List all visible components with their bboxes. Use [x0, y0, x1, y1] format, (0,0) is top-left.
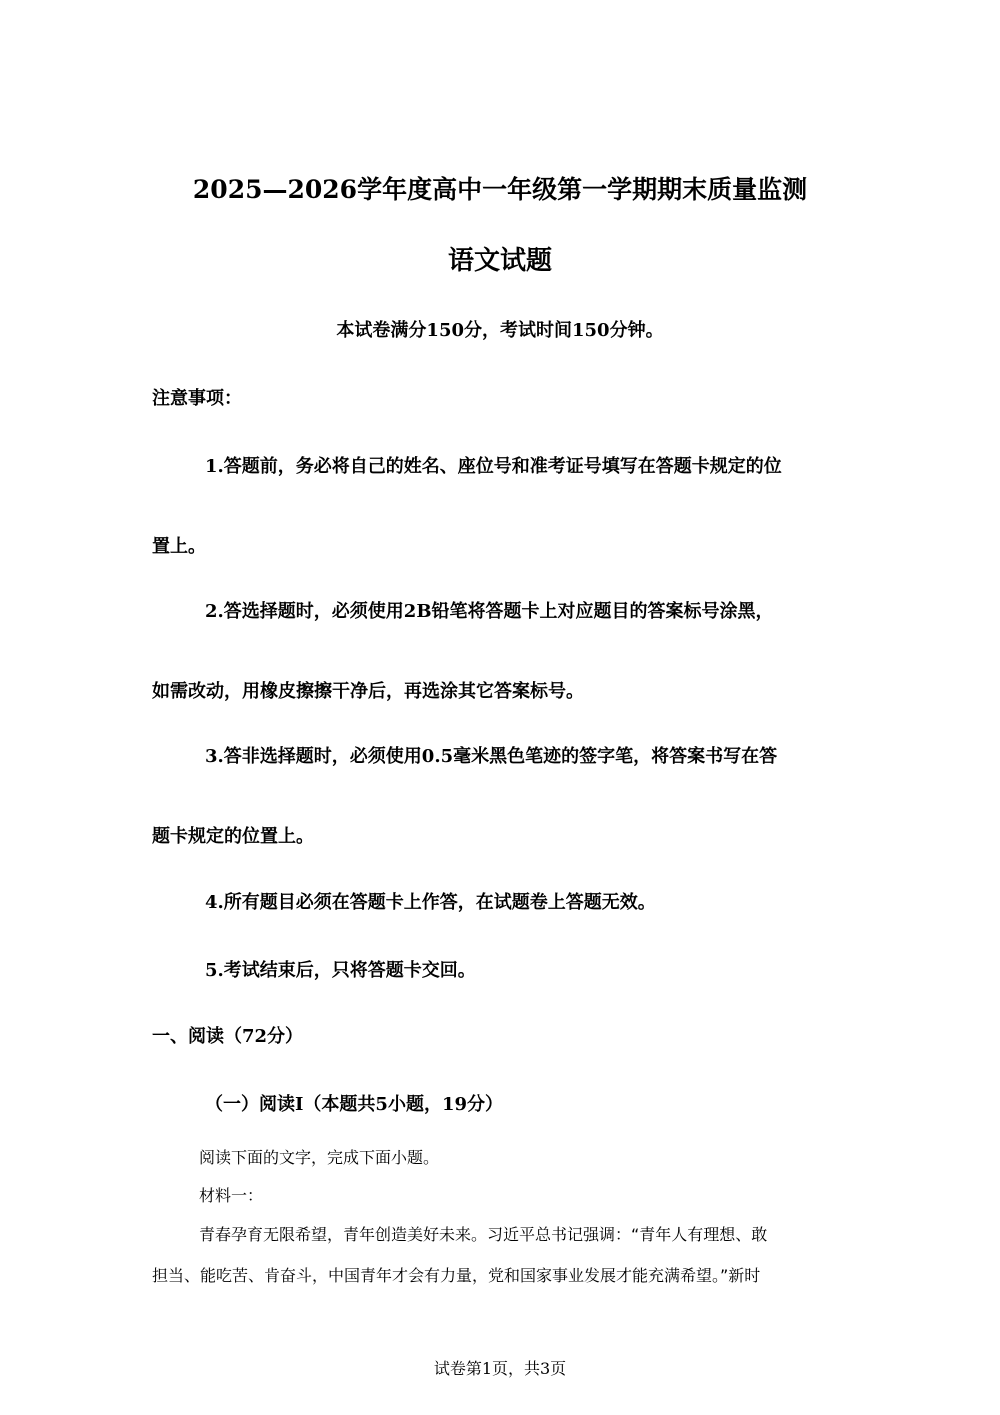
reading-instruction: 阅读下面的文字，完成下面小题。: [199, 1148, 440, 1167]
notice-item-3-cont: 题卡规定的位置上。: [152, 826, 314, 847]
exam-subject: 语文试题: [447, 246, 552, 276]
notice-item-4: 4.所有题目必须在答题卡上作答，在试题卷上答题无效。: [205, 892, 656, 913]
notice-item-2-cont: 如需改动，用橡皮擦擦干净后，再选涂其它答案标号。: [152, 681, 584, 702]
notice-item-1: 1.答题前，务必将自己的姓名、座位号和准考证号填写在答题卡规定的位: [205, 456, 782, 477]
notice-item-1-cont: 置上。: [152, 536, 206, 557]
notice-heading: 注意事项：: [152, 388, 242, 409]
exam-meta: 本试卷满分150分，考试时间150分钟。: [336, 320, 664, 341]
sub-section-heading: （一）阅读Ⅰ（本题共5小题，19分）: [205, 1094, 503, 1115]
paragraph-line: 担当、能吃苦、肯奋斗，中国青年才会有力量，党和国家事业发展才能充满希望。”新时: [152, 1266, 761, 1285]
paragraph-line: 青春孕育无限希望，青年创造美好未来。习近平总书记强调：“青年人有理想、敢: [199, 1225, 768, 1244]
section-heading: 一、阅读（72分）: [152, 1026, 304, 1047]
exam-title: 2025—2026学年度高中一年级第一学期期末质量监测: [192, 175, 808, 204]
notice-item-3: 3.答非选择题时，必须使用0.5毫米黑色笔迹的签字笔，将答案书写在答: [205, 746, 778, 767]
notice-item-2: 2.答选择题时，必须使用2B铅笔将答题卡上对应题目的答案标号涂黑，: [205, 601, 774, 622]
notice-item-5: 5.考试结束后，只将答题卡交回。: [205, 960, 476, 981]
material-label: 材料一：: [199, 1186, 264, 1205]
page-footer: 试卷第1页，共3页: [433, 1359, 567, 1378]
